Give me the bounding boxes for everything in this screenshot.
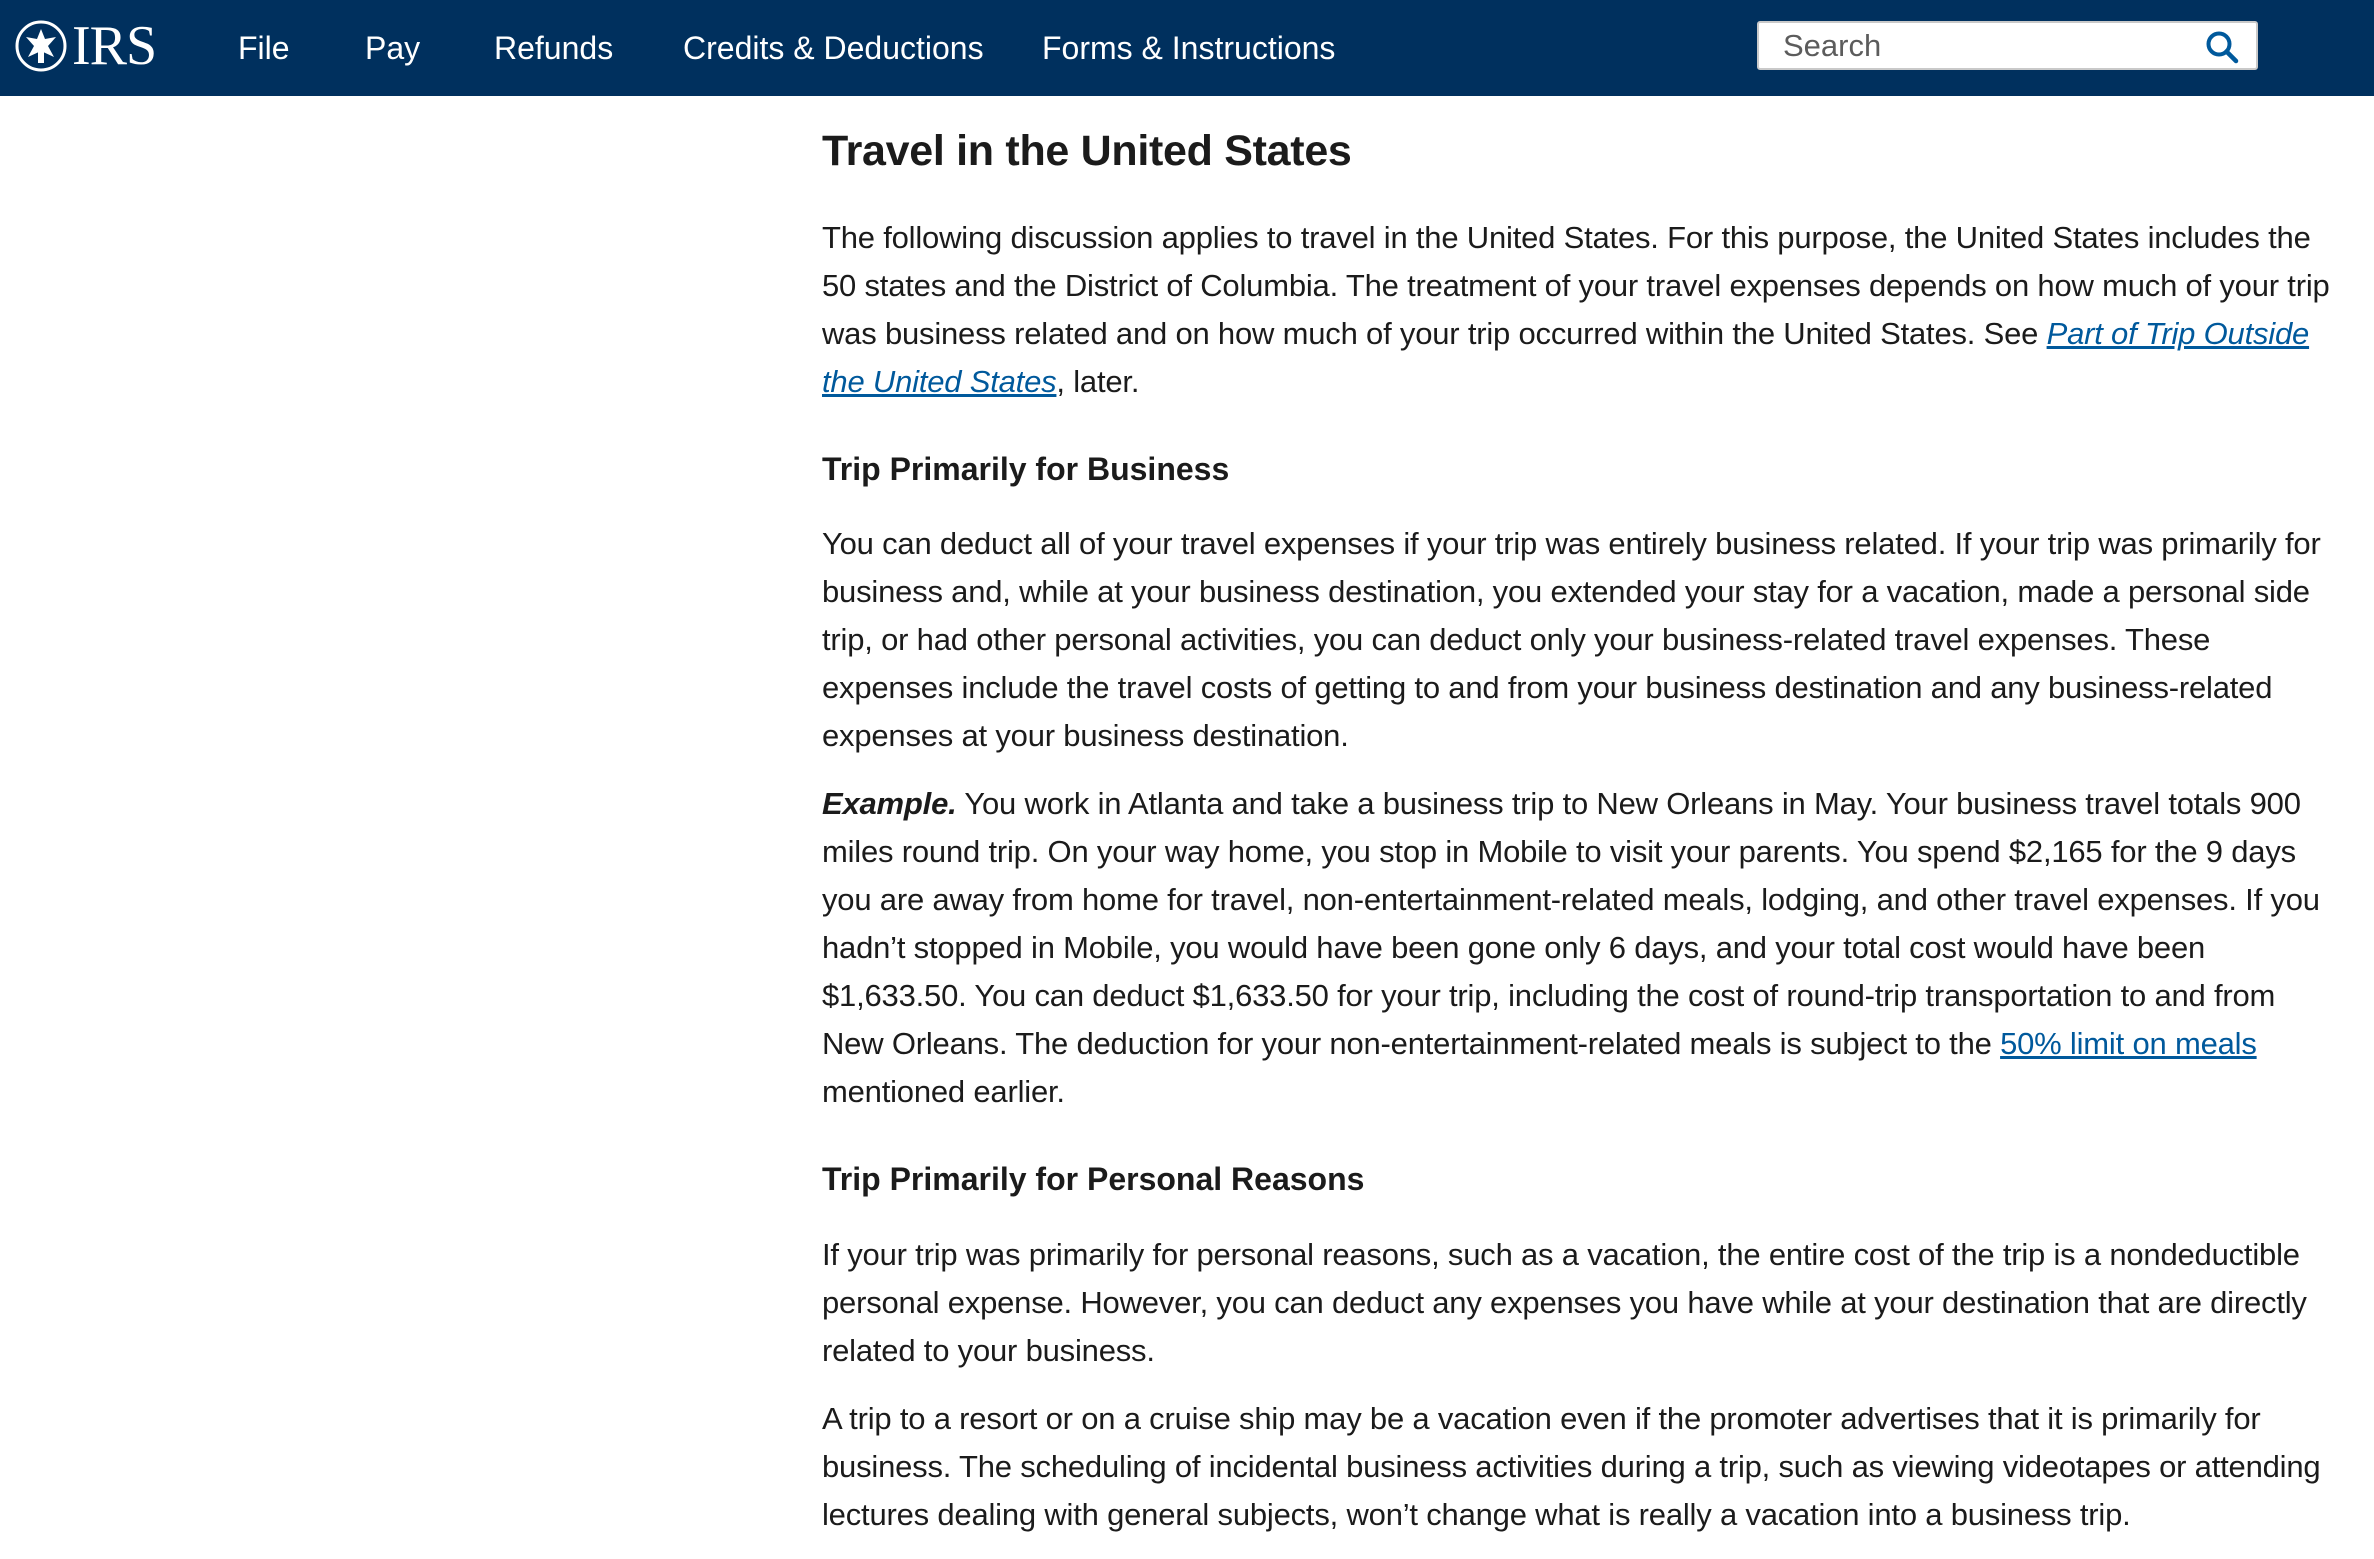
personal-paragraph-1: If your trip was primarily for personal reasons, such as a vacation, the entire cost of the trip is a nondeductible personal expense. However, you can deduct any expenses you have while at your destination that are directly related to your business. — [822, 1236, 2307, 1368]
intro-paragraph — [822, 214, 2342, 406]
top-navigation-bar — [0, 0, 2374, 96]
nav-forms-instructions[interactable]: Forms & Instructions — [1042, 29, 1336, 66]
article-content — [822, 126, 2342, 1559]
section-heading-personal: Trip Primarily for Personal Reasons — [822, 1161, 1365, 1198]
search-icon[interactable] — [2204, 29, 2240, 65]
part-of-trip-outside-link[interactable]: Part of Trip Outside the United States — [822, 315, 2310, 399]
nav-refunds[interactable]: Refunds — [494, 29, 614, 66]
page-title: Travel in the United States — [822, 127, 1352, 175]
nav-file[interactable]: File — [238, 29, 290, 66]
section-heading-business: Trip Primarily for Business — [822, 450, 1230, 487]
search-input[interactable] — [1759, 23, 2179, 68]
nav-credits-deductions[interactable]: Credits & Deductions — [683, 29, 984, 66]
search-box — [1757, 21, 2258, 70]
personal-paragraph-2: A trip to a resort or on a cruise ship may be a vacation even if the promoter advertises that it is primarily for business. The scheduling of incidental business activities during a trip, such as viewing videotapes or attending lectures dealing with general subjects, won’t change what is really a vacation into a business trip. — [822, 1400, 2321, 1532]
meals-limit-link[interactable]: 50% limit on meals — [2000, 1026, 2257, 1062]
example-lead: Example. — [822, 786, 957, 822]
eagle-emblem-icon — [14, 19, 68, 73]
business-paragraph: You can deduct all of your travel expenses if your trip was entirely business related. If your trip was primarily for business and, while at your business destination, you extended your stay for a vacation, made a personal side trip, or had other personal activities, you can deduct only your business-related travel expenses. These expenses include the travel costs of getting to and from your business destination and any business-related expenses at your business destination. — [822, 526, 2321, 754]
example-text: You work in Atlanta and take a business trip to New Orleans in May. Your business travel totals 900 miles round trip. On your way home, you stop in Mobile to visit your parents. You spend $2,165 for the 9 days you are away from home for travel, non-entertainment-related meals, lodging, and other travel expenses. If you hadn’t stopped in Mobile, you would have been gone only 6 days, and your total cost would have been $1,633.50. You can deduct $1,633.50 for your trip, including the cost of round-trip transportation to and from New Orleans. The deduction for your non-entertainment-related meals is subject to the — [822, 786, 2320, 1062]
example-paragraph — [822, 780, 2342, 1116]
intro-text: The following discussion applies to travel in the United States. For this purpose, the United States includes the 50 states and the District of Columbia. The treatment of your travel expenses depends on how much of your trip was business related and on how much of your trip occurred within the United States. See — [822, 219, 2330, 351]
nav-pay[interactable]: Pay — [365, 29, 421, 66]
logo-text: IRS — [72, 15, 157, 77]
irs-logo[interactable] — [14, 15, 157, 77]
intro-text-after: , later. — [1056, 363, 1140, 399]
example-text-after: mentioned earlier. — [822, 1074, 1065, 1110]
